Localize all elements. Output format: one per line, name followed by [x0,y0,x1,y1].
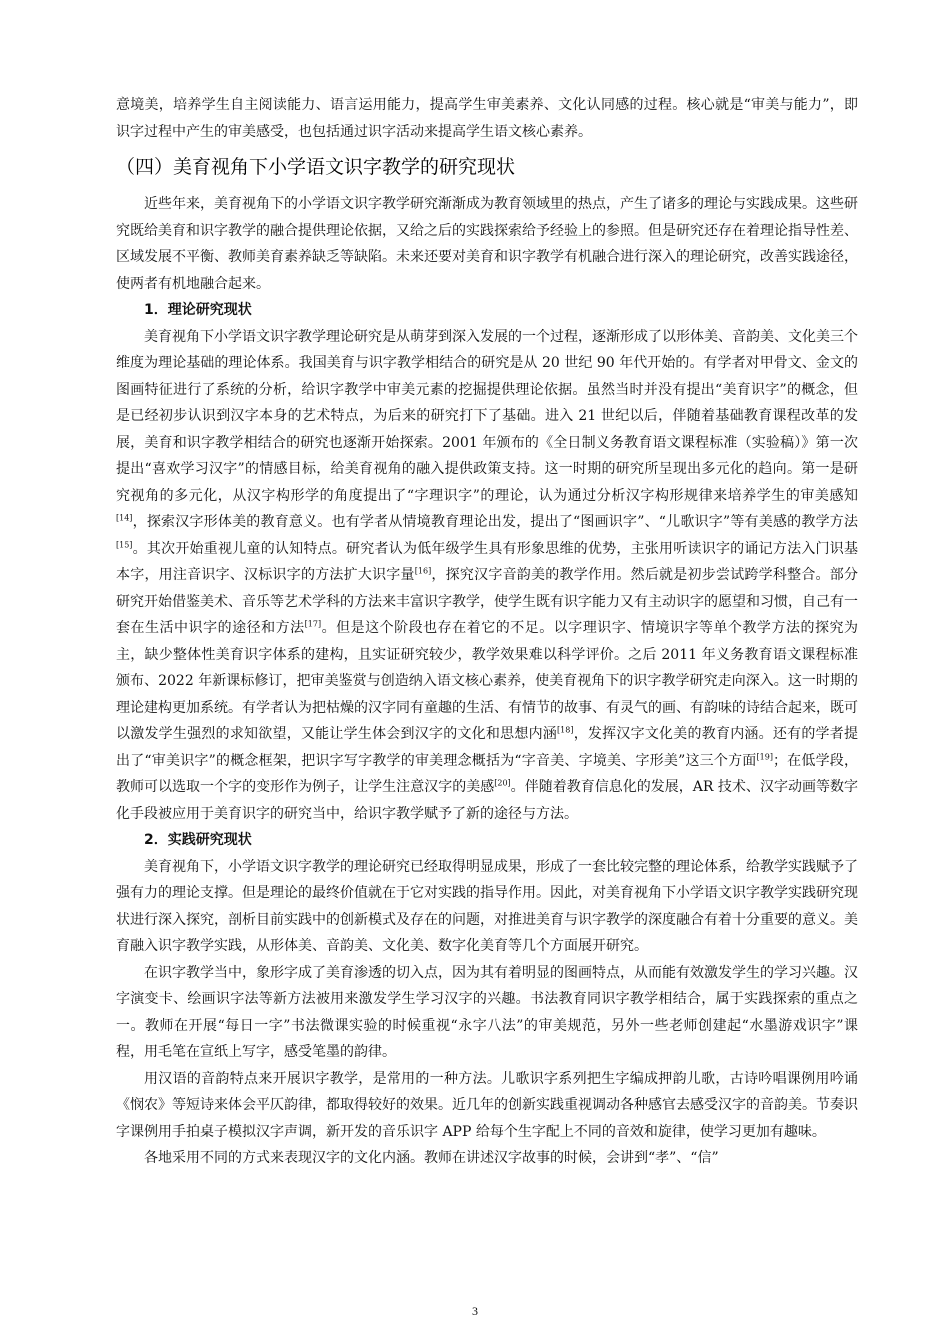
document-page [116,92,858,1172]
page-number: 3 [472,1304,478,1318]
theory-text-4: ，探究汉字音韵美的教学作用。然后就是初步尝试跨学科整合。部分研究开始借鉴美术、音乐等艺术学科的方法来丰富识字教学，使学生既有识字能力又有主动识字的愿望和习惯，自己有一套在生活中识字的途径和方法 [116,567,859,636]
practice-paragraph-1: 美育视角下，小学语文识字教学的理论研究已经取得明显成果，形成了一套比较完整的理论体系，给教学实践赋予了强有力的理论支撑。但是理论的最终价值就在于它对实践的指导作用。因此，对美育视角下小学语文识字教学实践研究现状进行深入探究，剖析目前实践中的创新模式及存在的问题，对推进美育与识字教学的深度融合有着十分重要的意义。美育融入识字教学实践，从形体美、音韵美、文化美、数字化美育等几个方面展开研究。 [116,858,858,954]
theory-text-5: 。但是这个阶段也存在着它的不足。以字理识字、情境识字等单个教学方法的探究为主，缺少整体性美育识字体系的建构，且实证研究较少，教学效果难以科学评价。之后 2011 年义务教育语文课程标准颁布、2022 年新课标修订，把审美鉴赏与创造纳入语文核心素养，使美育视角下的识字教学研究走向深入。这一时期的理论建构更加系统。有学者认为把枯燥的汉字同有童趣的生活、有情节的故事、有灵气的画、有韵味的诗结合起来，既可以激发学生强烈的求知欲望，又能让学生体会到汉字的文化和思想内涵 [116,620,859,742]
theory-text-1: 美育视角下小学语文识字教学理论研究是从萌芽到深入发展的一个过程，逐渐形成了以形体美、音韵美、文化美三个维度为理论基础的理论体系。我国美育与识字教学相结合的研究是从 20 世纪 90 年代开始的。有学者对甲骨文、金文的图画特征进行了系统的分析，给识字教学中审美元素的挖掘提供理论依据。虽然当时并没有提出“美育识字”的概念，但是已经初步认识到汉字本身的艺术特点，为后来的研究打下了基础。进入 21 世纪以后，伴随着基础教育课程改革的发展，美育和识字教学相结合的研究也逐渐开始探索。2001 年颁布的《全日制义务教育语文课程标准（实验稿）》第一次提出“喜欢学习汉字”的情感目标，给美育视角的融入提供政策支持。这一时期的研究所呈现出多元化的趋向。第一是研究视角的多元化，从汉字构形学的角度提出了“字理识字”的理论，认为通过分析汉字构形规律来培养学生的审美感知 [116,328,858,504]
practice-paragraph-4: 各地采用不同的方式来表现汉字的文化内涵。教师在讲述汉字故事的时候，会讲到“孝”、“信” [144,1150,719,1166]
citation-16: [16] [414,566,432,576]
citation-18: [18] [557,725,574,735]
theory-subheading: 1．理论研究现状 [144,302,252,318]
citation-14: [14] [116,513,133,523]
practice-paragraph-2: 在识字教学当中，象形字成了美育渗透的切入点，因为其有着明显的图画特点，从而能有效激发学生的学习兴趣。汉字演变卡、绘画识字法等新方法被用来激发学生学习汉字的兴趣。书法教育同识字教学相结合，属于实践探索的重点之一。教师在开展“每日一字”书法微课实验的时候重视“永字八法”的审美规范，另外一些老师创建起“水墨游戏识字”课程，用毛笔在宣纸上写字，感受笔墨的韵律。 [116,964,858,1060]
theory-text-6: ，发挥汉字文化美的教育内涵。还有的学者提出了“审美识字”的概念框架，把识字写字教学的审美理念概括为“字音美、字境美、字形美”这三个方面 [116,726,859,769]
theory-paragraph [116,324,858,828]
overview-paragraph: 近些年来，美育视角下的小学语文识字教学研究渐渐成为教育领域里的热点，产生了诸多的理论与实践成果。这些研究既给美育和识字教学的融合提供理论依据，又给之后的实践探索给予经验上的参照。但是研究还存在着理论指导性差、区域发展不平衡、教师美育素养缺乏等缺陷。未来还要对美育和识字教学有机融合进行深入的理论研究，改善实践途径，使两者有机地融合起来。 [116,196,858,292]
theory-text-3: 。其次开始重视儿童的认知特点。研究者认为低年级学生具有形象思维的优势，主张用听读识字的诵记方法入门识基本字，用注音识字、汉标识字的方法扩大识字量 [116,540,858,583]
practice-subheading: 2．实践研究现状 [144,832,252,848]
section-heading: （四）美育视角下小学语文识字教学的研究现状 [116,156,516,178]
citation-15: [15] [116,539,133,549]
practice-paragraph-3: 用汉语的音韵特点来开展识字教学，是常用的一种方法。儿歌识字系列把生字编成押韵儿歌，古诗吟唱课例用吟诵《悯农》等短诗来体会平仄韵律，都取得较好的效果。近几年的创新实践重视调动各种感官去感受汉字的音韵美。节奏识字课例用手拍桌子模拟汉字声调，新开发的音乐识字 APP 给每个生字配上不同的音效和旋律，使学习更加有趣味。 [116,1070,858,1140]
theory-text-2: ，探索汉字形体美的教育意义。也有学者从情境教育理论出发，提出了“图画识字”、“儿歌识字”等有美感的教学方法 [132,514,858,530]
citation-20: [20] [494,778,511,788]
theory-text-8: 。伴随着教育信息化的发展，AR 技术、汉字动画等数字化手段被应用于美育识字的研究当中，给识字教学赋予了新的途径与方法。 [116,779,858,822]
intro-paragraph: 意境美，培养学生自主阅读能力、语言运用能力，提高学生审美素养、文化认同感的过程。核心就是“审美与能力”，即识字过程中产生的审美感受，也包括通过识字活动来提高学生语文核心素养。 [116,97,858,140]
theory-text-7: ；在低学段，教师可以选取一个字的变形作为例子，让学生注意汉字的美感 [116,752,858,795]
citation-19: [19] [756,751,773,761]
citation-17: [17] [304,619,322,629]
